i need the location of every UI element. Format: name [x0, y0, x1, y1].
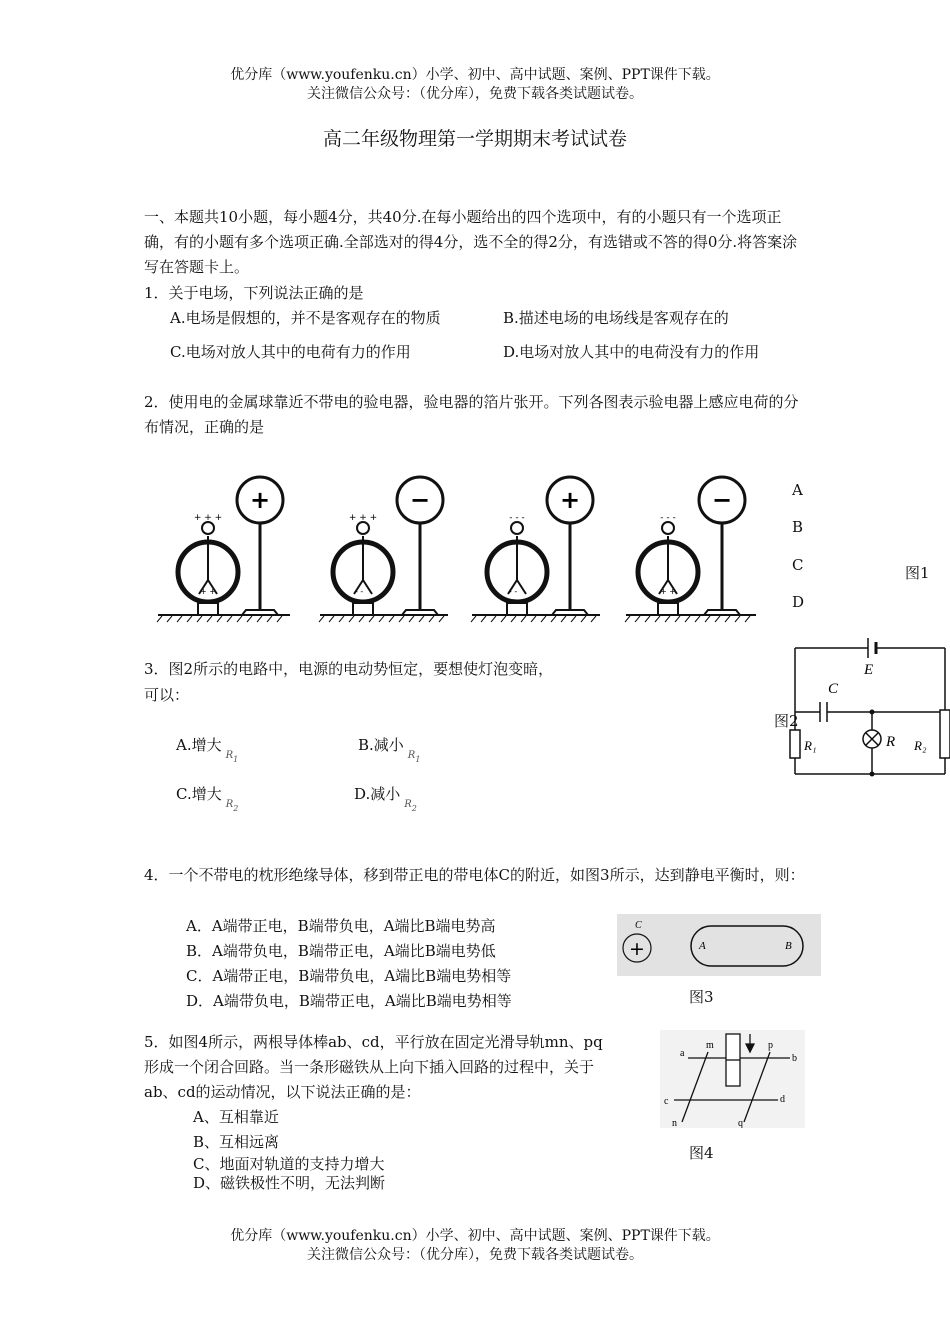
- svg-text:- -: - -: [509, 587, 518, 596]
- q2-stem: 2．使用电的金属球靠近不带电的验电器，验电器的箔片张开。下列各图表示验电器上感应电荷的分布情况，正确的是: [144, 393, 799, 436]
- q4-option-b: B．A端带负电，B端带正电，A端比B端电势低: [186, 942, 496, 960]
- svg-text:+ +: + +: [200, 587, 216, 596]
- footer-line-2: 关注微信公众号：（优分库），免费下载各类试题试卷。: [307, 1247, 643, 1263]
- q3-stem-line2: 可以：: [144, 686, 190, 704]
- circuit-label-r1: R₁: [804, 738, 817, 753]
- electroscope-d: [638, 513, 698, 615]
- figure-4-diagram: [660, 1030, 805, 1128]
- q5-option-c: C、地面对轨道的支持力增大: [193, 1155, 385, 1173]
- svg-text:- - -: - - -: [660, 513, 676, 523]
- svg-text:+ + +: + + +: [193, 513, 223, 523]
- q1-option-a: A.电场是假想的，并不是客观存在的物质: [170, 309, 441, 327]
- q5-stem-line3: ab、cd的运动情况，以下说法正确的是：: [144, 1083, 421, 1101]
- ball-sign-a: +: [249, 486, 271, 514]
- q2-label-a: A: [792, 481, 803, 499]
- header-line-1: 优分库（www.youfenku.cn）小学、初中、高中试题、案例、PPT课件下载。: [230, 67, 720, 83]
- figure-3-diagram: [617, 914, 821, 976]
- page-title: 高二年级物理第一学期期末考试试卷: [322, 128, 627, 150]
- circuit-label-r2: R₂: [914, 738, 927, 753]
- electroscope-a: [178, 513, 238, 615]
- electroscope-c: [487, 513, 547, 615]
- q5-option-b: B、互相远离: [193, 1133, 280, 1151]
- fig3-label-a: A: [699, 940, 706, 952]
- q4-option-d: D．A端带负电，B端带正电，A端比B端电势相等: [186, 992, 512, 1010]
- q2-label-c: C: [792, 556, 804, 574]
- q5-option-a: A、互相靠近: [193, 1108, 279, 1126]
- q1-stem: 1．关于电场，下列说法正确的是: [144, 284, 364, 302]
- electroscope-b: [333, 513, 393, 615]
- figure-1-caption: 图1: [905, 564, 930, 582]
- fig4-label-b: b: [792, 1053, 797, 1064]
- ball-sign-d: −: [711, 486, 733, 514]
- figure-3-caption: 图3: [689, 988, 714, 1006]
- fig4-label-q: q: [738, 1118, 743, 1128]
- circuit-label-e: E: [864, 662, 874, 678]
- q5-stem-line1: 5．如图4所示，两根导体棒ab、cd，平行放在固定光滑导轨mn、pq: [144, 1033, 603, 1051]
- q3-stem-line1: 3．图2所示的电路中，电源的电动势恒定，要想使灯泡变暗，: [144, 660, 554, 678]
- q4-option-a: A．A端带正电，B端带负电，A端比B端电势高: [186, 917, 496, 935]
- svg-text:- -: - -: [355, 587, 364, 596]
- fig4-label-a: a: [680, 1048, 685, 1059]
- section-intro: 一、本题共10小题，每小题4分，共40分.在每小题给出的四个选项中，有的小题只有一个选项正确，有的小题有多个选项正确.全部选对的得4分，选不全的得2分，有选错或不答的得0分.将答案涂写在答题卡上。: [144, 208, 798, 276]
- q3-option-a: A.增大$_{R_1}$: [176, 736, 239, 764]
- q3-option-d: D.减小$_{R_2}$: [354, 785, 417, 813]
- ball-sign-c: +: [559, 486, 581, 514]
- fig4-label-c: c: [664, 1096, 669, 1107]
- q3-option-b: B.减小$_{R_1}$: [358, 736, 421, 764]
- q3-option-c: C.增大$_{R_2}$: [176, 785, 239, 813]
- q2-label-b: B: [792, 518, 804, 536]
- figure-2-caption: 图2: [774, 712, 799, 730]
- fig4-label-p: p: [768, 1040, 773, 1051]
- q5-stem-line2: 形成一个闭合回路。当一条形磁铁从上向下插入回路的过程中，关于: [144, 1058, 595, 1076]
- q4-stem: 4．一个不带电的枕形绝缘导体，移到带正电的带电体C的附近，如图3所示，达到静电平衡时，则：: [144, 866, 805, 884]
- fig3-plus: +: [629, 938, 645, 960]
- svg-text:- - -: - - -: [509, 513, 525, 523]
- q5-option-d: D、磁铁极性不明，无法判断: [193, 1174, 386, 1192]
- fig4-label-n: n: [672, 1118, 677, 1128]
- svg-text:+ + +: + + +: [348, 513, 378, 523]
- figure-4-caption: 图4: [689, 1144, 714, 1162]
- header-line-2: 关注微信公众号：（优分库），免费下载各类试题试卷。: [307, 86, 643, 102]
- q1-option-d: D.电场对放人其中的电荷没有力的作用: [503, 343, 760, 361]
- circuit-diagram: [780, 630, 950, 780]
- circuit-label-r: R: [886, 734, 896, 750]
- fig4-label-d: d: [780, 1094, 785, 1105]
- q1-option-b: B.描述电场的电场线是客观存在的: [503, 309, 729, 327]
- svg-text:+ +: + +: [660, 587, 676, 596]
- electroscope-figure: [150, 470, 790, 630]
- q2-label-d: D: [792, 593, 805, 611]
- footer-line-1: 优分库（www.youfenku.cn）小学、初中、高中试题、案例、PPT课件下载。: [230, 1228, 720, 1244]
- q1-option-c: C.电场对放人其中的电荷有力的作用: [170, 343, 411, 361]
- fig3-label-b: B: [785, 940, 792, 952]
- fig4-label-m: m: [706, 1040, 714, 1051]
- circuit-label-c: C: [828, 681, 839, 697]
- ball-sign-b: −: [409, 486, 431, 514]
- fig3-label-c: C: [635, 920, 642, 931]
- q4-option-c: C．A端带正电，B端带负电，A端比B端电势相等: [186, 967, 512, 985]
